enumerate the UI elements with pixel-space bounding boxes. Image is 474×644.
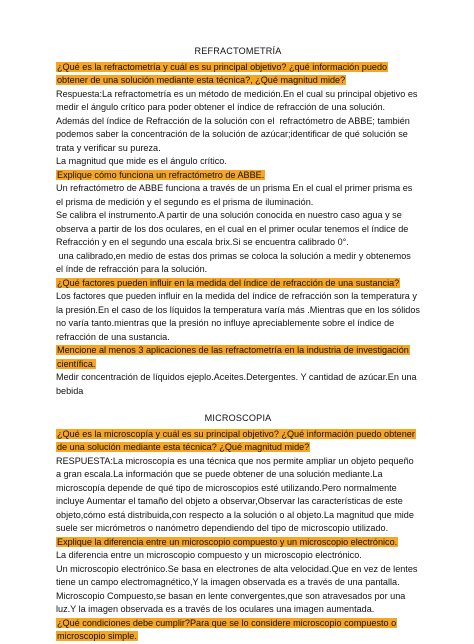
question-7-text: ¿Qué condiciones debe cumplir?Para que se lo considere microscopio compuesto o microscopio simple. <box>57 617 397 641</box>
answer-6-c: Microscopio Compuesto,se basan en lente convergentes,que son atravesados por una luz.Y la imagen observada es a través de los oculares una imagen aumentada. <box>56 590 408 614</box>
answer-2-b: Se calibra el instrumento.A partir de una solución conocida en nuestro caso agua y se observa a partir de los dos oculares, en el cual en el primer ocular tenemos el índice de Refracción y en el segundo una escala brix.Si se encuentra calibrado 0°. <box>56 210 411 247</box>
question-2 <box>56 169 420 183</box>
question-4 <box>56 344 420 371</box>
question-6 <box>56 536 420 550</box>
question-3-text: ¿Qué factores pueden influir en la medida del índice de refracción de una sustancia? <box>57 277 400 288</box>
answer-6-b: Un microscopio electrónico.Se basa en electrones de alta velocidad.Que en vez de lentes tiene un campo electromagnético,Y la imagen observada es a través de una pantalla. <box>56 563 420 587</box>
answer-4: Medir concentración de líquidos ejeplo.Aceites.Detergentes. Y cantidad de azúcar.En una bebida <box>56 372 420 396</box>
question-7 <box>56 617 420 644</box>
question-5 <box>56 428 420 455</box>
question-3 <box>56 277 420 291</box>
question-1 <box>56 61 420 88</box>
answer-6: La diferencia entre un microscopio compuesto y un microscopio electrónico. <box>56 550 362 560</box>
answer-3: Los factores que pueden influir en la medida del índice de refracción son la temperatura y la presión.En el caso de los líquidos la temperatura varía más .Mientras que en los sólidos no varía tanto.mientras que la presión no influye apreciablemente sobre el índice de refracción de una sustancia. <box>56 291 423 342</box>
question-6-text: Explique la diferencia entre un microscopio compuesto y un microscopio electrónico. <box>57 536 398 547</box>
answer-1: Respuesta:La refractometría es un método de medición.En el cual su principal objetivo es medir el ángulo crítico para poder obtener el índice de refracción de una solución. <box>56 88 420 112</box>
answer-2: Un refractómetro de ABBE funciona a través de un prisma En el cual el primer prisma es el prisma de medición y el segundo es el prisma de iluminación. <box>56 183 415 207</box>
answer-1-b: Además del índice de Refracción de la solución con el refractómetro de ABBE; también podemos saber la concentración de la solución de azúcar;identificar de qué solución se trata y verificar su pureza. <box>56 115 413 153</box>
section-title-refractometria: REFRACTOMETRÍA <box>194 46 282 56</box>
answer-2-c: una calibrado,en medio de estas dos primas se coloca la solución a medir y obtenemos el índe de refracción para la solución. <box>56 250 414 274</box>
answer-1-c: La magnitud que mide es el ángulo crítico. <box>56 156 227 166</box>
answer-5: RESPUESTA:La microscopía es una técnica que nos permite ampliar un objeto pequeño a gran escala.La información que se puede obtener de una solución mediante.La microscopía depende de qué tipo de microscopios esté utilizando.Pero normalmente incluye Aumentar el tamaño del objeto a observar,Observar las características de este objeto,cómo está distribuida,con respecto a la solución o al objeto.La magnitud que mide suele ser micrómetros o nanómetro dependiendo del tipo de microscopio utilizado. <box>56 455 417 533</box>
question-1-text: ¿Qué es la refractometría y cuál es su principal objetivo? ¿qué información puedo obtener de una solución mediante esta técnica?, ¿Qué magnitud mide? <box>57 61 388 85</box>
question-2-text: Explique cómo funciona un refractómetro de ABBE. <box>57 169 265 180</box>
section-title-microscopia: MICROSCOPIA <box>204 413 272 423</box>
question-4-text: Mencione al menos 3 aplicaciones de las refractometría en la industria de investigación científica. <box>57 345 409 369</box>
question-5-text: ¿Qué es la microscopía y cuál es su principal objetivo? ¿Qué información puedo obtener de una solución mediante esta técnica? ¿Qué magnitud mide? <box>57 428 415 452</box>
